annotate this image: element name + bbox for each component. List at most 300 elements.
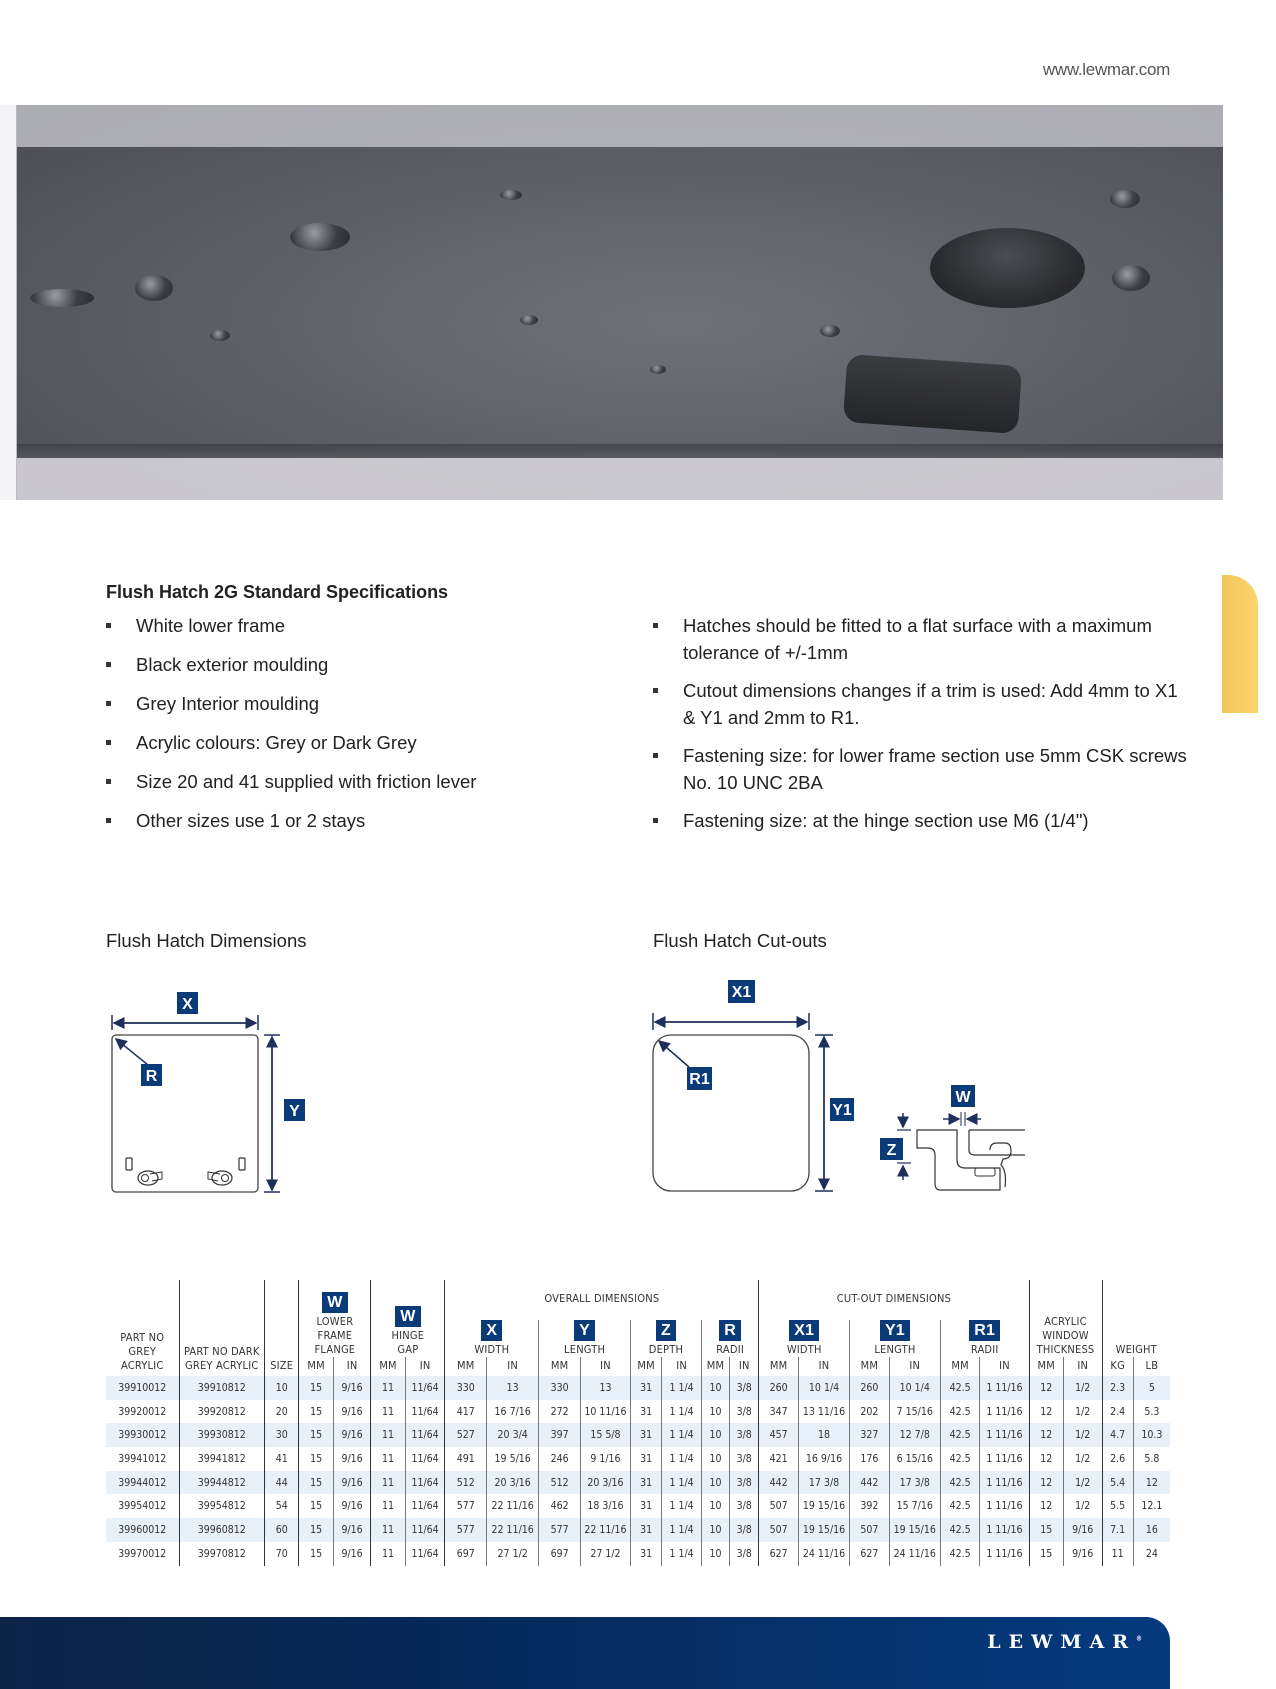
table-cell: 6 15/16 [889, 1447, 940, 1471]
table-cell: 15 [299, 1518, 333, 1542]
unit-in: IN [487, 1357, 539, 1376]
table-cell: 11/64 [405, 1494, 445, 1518]
col-x1: X1 WIDTH [759, 1320, 850, 1357]
table-cell: 39954012 [118, 1500, 167, 1513]
table-row [106, 1447, 1170, 1471]
table-cell: 31 [630, 1494, 661, 1518]
table-cell: 12.1 [1133, 1494, 1170, 1518]
table-cell: 12 [1029, 1400, 1063, 1424]
col-weight: WEIGHT [1102, 1280, 1170, 1357]
table-cell: 12 [1029, 1376, 1063, 1400]
table-cell: 202 [850, 1400, 890, 1424]
unit-mm: MM [445, 1357, 487, 1376]
spec-item: Fastening size: for lower frame section use 5mm CSK screws No. 10 UNC 2BA [653, 742, 1193, 796]
table-row [106, 1400, 1170, 1424]
table-cell: 41 [265, 1447, 299, 1471]
table-cell: 5.5 [1102, 1494, 1133, 1518]
table-cell: 11/64 [405, 1400, 445, 1424]
table-body [106, 1376, 1170, 1566]
col-r1: R1 RADII [940, 1320, 1029, 1357]
table-cell: 39930012 [106, 1423, 179, 1447]
table-cell: 31 [630, 1376, 661, 1400]
table-cell: 3/8 [730, 1423, 759, 1447]
table-cell: 9/16 [1063, 1518, 1102, 1542]
table-cell: 3/8 [730, 1542, 759, 1566]
hero-photo [0, 105, 1223, 500]
col-y1: Y1 LENGTH [850, 1320, 941, 1357]
water-drop [500, 190, 522, 200]
table-cell: 1/2 [1063, 1494, 1102, 1518]
table-cell: 3/8 [730, 1447, 759, 1471]
table-cell: 1 1/4 [662, 1471, 702, 1495]
table-cell: 9 1/16 [580, 1447, 630, 1471]
table-cell: 42.5 [940, 1518, 980, 1542]
table-cell: 39910812 [179, 1376, 265, 1400]
table-cell: 697 [445, 1542, 487, 1566]
table-cell: 15 [1029, 1542, 1063, 1566]
table-cell: 39970812 [179, 1542, 265, 1566]
table-cell: 15 [299, 1447, 333, 1471]
bullet-icon [106, 623, 111, 628]
unit-in: IN [980, 1357, 1029, 1376]
col-part-dark: PART NO DARK GREY ACRYLIC [179, 1280, 265, 1376]
table-cell: 512 [539, 1471, 581, 1495]
unit-mm: MM [1029, 1357, 1063, 1376]
bullet-icon [653, 818, 658, 823]
label-r: R [145, 1068, 158, 1085]
spec-item: Hatches should be fitted to a flat surface with a maximum tolerance of +/-1mm [653, 612, 1193, 666]
spec-item: Grey Interior moulding [106, 690, 476, 717]
table-cell: 42.5 [940, 1376, 980, 1400]
unit-in: IN [1063, 1357, 1102, 1376]
table-cell: 3/8 [730, 1376, 759, 1400]
table-cell: 2.3 [1102, 1376, 1133, 1400]
table-cell: 3/8 [730, 1494, 759, 1518]
table-cell: 27 1/2 [487, 1542, 539, 1566]
table-cell: 15 [299, 1423, 333, 1447]
table-cell: 10 [701, 1376, 729, 1400]
table-cell: 1 11/16 [980, 1518, 1029, 1542]
table-cell: 39941812 [179, 1447, 265, 1471]
table-cell: 1/2 [1063, 1423, 1102, 1447]
table-cell: 42.5 [940, 1423, 980, 1447]
table-cell: 507 [759, 1494, 799, 1518]
label-w: W [955, 1089, 971, 1106]
label-r1: R1 [689, 1071, 710, 1088]
table-cell: 11 [371, 1471, 405, 1495]
table-cell: 1/2 [1063, 1471, 1102, 1495]
table-cell: 11 [371, 1400, 405, 1424]
table-cell: 347 [759, 1400, 799, 1424]
table-cell: 11 [1102, 1542, 1133, 1566]
col-acrylic-thickness: ACRYLIC WINDOW THICKNESS [1029, 1280, 1102, 1357]
table-cell: 2.6 [1102, 1447, 1133, 1471]
table-cell: 39960012 [106, 1518, 179, 1542]
table-cell: 20 3/16 [580, 1471, 630, 1495]
table-cell: 16 7/16 [487, 1400, 539, 1424]
specifications-table [106, 1280, 1170, 1566]
table-cell: 9/16 [333, 1400, 371, 1424]
table-cell: 9/16 [333, 1518, 371, 1542]
unit-in: IN [662, 1357, 702, 1376]
label-y: Y [289, 1103, 300, 1120]
col-r: R RADII [701, 1320, 758, 1357]
table-cell: 5.3 [1133, 1400, 1170, 1424]
table-cell: 1/2 [1063, 1400, 1102, 1424]
table-cell: 12 [1029, 1447, 1063, 1471]
water-drop [1112, 265, 1150, 291]
table-cell: 697 [539, 1542, 581, 1566]
table-cell: 10.3 [1133, 1423, 1170, 1447]
table-cell: 15 [299, 1400, 333, 1424]
unit-mm: MM [299, 1357, 333, 1376]
table-cell: 11 [371, 1447, 405, 1471]
round-hinge-stop [930, 228, 1085, 308]
table-cell: 10 [265, 1376, 299, 1400]
spec-item: Size 20 and 41 supplied with friction lever [106, 768, 476, 795]
table-cell: 19 15/16 [889, 1518, 940, 1542]
table-cell: 11/64 [405, 1376, 445, 1400]
bullet-icon [106, 818, 111, 823]
bullet-icon [653, 753, 658, 758]
unit-in: IN [580, 1357, 630, 1376]
table-cell: 7.1 [1102, 1518, 1133, 1542]
table-cell: 39954812 [179, 1494, 265, 1518]
unit-mm: MM [371, 1357, 405, 1376]
table-cell: 397 [539, 1423, 581, 1447]
table-cell: 13 11/16 [798, 1400, 849, 1424]
table-cell: 507 [759, 1518, 799, 1542]
table-cell: 22 11/16 [487, 1494, 539, 1518]
badge-w: W [395, 1306, 420, 1327]
table-cell: 10 11/16 [580, 1400, 630, 1424]
unit-kg: KG [1102, 1357, 1133, 1376]
table-cell: 11/64 [405, 1542, 445, 1566]
unit-mm: MM [630, 1357, 661, 1376]
table-cell: 11/64 [405, 1471, 445, 1495]
table-cell: 11/64 [405, 1518, 445, 1542]
lewmar-logo[interactable]: LEWMAR® [987, 1631, 1142, 1653]
table-cell: 2.4 [1102, 1400, 1133, 1424]
table-cell: 15 [299, 1494, 333, 1518]
table-cell: 15 [299, 1471, 333, 1495]
table-cell: 442 [850, 1471, 890, 1495]
table-cell: 22 11/16 [487, 1518, 539, 1542]
group-overall-dimensions: OVERALL DIMENSIONS [445, 1280, 759, 1320]
section-tab[interactable] [1222, 575, 1258, 713]
table-cell: 18 [798, 1423, 849, 1447]
table-row [106, 1518, 1170, 1542]
table-cell: 12 [1029, 1423, 1063, 1447]
table-cell: 491 [445, 1447, 487, 1471]
table-cell: 42.5 [940, 1494, 980, 1518]
label-y1: Y1 [832, 1102, 852, 1119]
website-url: www.lewmar.com [1042, 60, 1170, 79]
table-cell: 260 [850, 1376, 890, 1400]
table-cell: 39941012 [118, 1452, 167, 1465]
table-cell: 39970012 [118, 1547, 167, 1560]
table-cell: 42.5 [940, 1400, 980, 1424]
table-cell: 457 [759, 1423, 799, 1447]
table-cell: 330 [539, 1376, 581, 1400]
spec-list-right [653, 612, 1193, 845]
spec-item: Cutout dimensions changes if a trim is used: Add 4mm to X1 & Y1 and 2mm to R1. [653, 677, 1193, 731]
table-cell: 1 1/4 [662, 1494, 702, 1518]
table-cell: 13 [487, 1376, 539, 1400]
table-cell: 31 [630, 1400, 661, 1424]
table-cell: 10 [701, 1542, 729, 1566]
table-cell: 577 [539, 1518, 581, 1542]
spec-item: Other sizes use 1 or 2 stays [106, 807, 476, 834]
col-part-grey: PART NO GREY ACRYLIC [120, 1331, 165, 1372]
unit-mm: MM [850, 1357, 890, 1376]
table-cell: 442 [759, 1471, 799, 1495]
table-cell: 15 [299, 1542, 333, 1566]
table-cell: 10 [701, 1494, 729, 1518]
table-cell: 5 [1133, 1376, 1170, 1400]
table-cell: 9/16 [333, 1471, 371, 1495]
col-w-lower: W LOWER FRAME FLANGE [299, 1280, 371, 1357]
unit-in: IN [333, 1357, 371, 1376]
table-cell: 19 15/16 [798, 1494, 849, 1518]
table-cell: 30 [265, 1423, 299, 1447]
table-cell: 330 [445, 1376, 487, 1400]
photo-overlay-bottom [17, 458, 1223, 500]
table-cell: 39960812 [179, 1518, 265, 1542]
table-cell: 4.7 [1102, 1423, 1133, 1447]
table-cell: 507 [850, 1518, 890, 1542]
unit-in: IN [730, 1357, 759, 1376]
lid-frame-edge [17, 444, 1223, 458]
table-cell: 16 9/16 [798, 1447, 849, 1471]
unit-lb: LB [1133, 1357, 1170, 1376]
table-cell: 1 11/16 [980, 1447, 1029, 1471]
table-cell: 39920012 [118, 1405, 167, 1418]
table-cell: 1/2 [1063, 1376, 1102, 1400]
table-row [106, 1471, 1170, 1495]
table-cell: 12 7/8 [889, 1423, 940, 1447]
bullet-icon [106, 662, 111, 667]
dimensions-diagram [100, 985, 330, 1200]
water-drop [135, 275, 173, 301]
table-cell: 512 [445, 1471, 487, 1495]
col-y: Y LENGTH [539, 1320, 631, 1357]
photo-edge [0, 105, 17, 500]
table-cell: 42.5 [940, 1542, 980, 1566]
water-drop [290, 223, 350, 251]
unit-mm: MM [759, 1357, 799, 1376]
table-cell: 31 [630, 1518, 661, 1542]
table-cell: 11/64 [405, 1423, 445, 1447]
table-cell: 3/8 [730, 1400, 759, 1424]
table-cell: 11/64 [405, 1447, 445, 1471]
table-cell: 10 [701, 1447, 729, 1471]
table-cell: 15 [1029, 1518, 1063, 1542]
table-cell: 9/16 [333, 1423, 371, 1447]
table-cell: 11 [371, 1376, 405, 1400]
label-x1: X1 [731, 984, 752, 1001]
cutouts-diagram [645, 975, 1045, 1205]
table-cell: 5.8 [1133, 1447, 1170, 1471]
col-x: X WIDTH [445, 1320, 539, 1357]
table-cell: 5.4 [1102, 1471, 1133, 1495]
table-cell: 1 1/4 [662, 1447, 702, 1471]
table-cell: 15 [299, 1376, 333, 1400]
table-cell: 15 5/8 [580, 1423, 630, 1447]
table-cell: 22 11/16 [580, 1518, 630, 1542]
specs-heading: Flush Hatch 2G Standard Specifications [106, 582, 449, 602]
table-cell: 42.5 [940, 1471, 980, 1495]
table-row [106, 1494, 1170, 1518]
table-cell: 272 [539, 1400, 581, 1424]
bullet-icon [653, 623, 658, 628]
col-size: SIZE [265, 1280, 299, 1376]
bullet-icon [653, 688, 658, 693]
bullet-icon [106, 701, 111, 706]
cutouts-diagram-title: Flush Hatch Cut-outs [653, 930, 827, 951]
unit-mm: MM [940, 1357, 980, 1376]
unit-mm: MM [539, 1357, 581, 1376]
table-row [106, 1376, 1170, 1400]
unit-in: IN [798, 1357, 849, 1376]
water-drop [1110, 190, 1140, 208]
table-cell: 627 [850, 1542, 890, 1566]
water-drop [30, 289, 94, 307]
table-cell: 44 [265, 1471, 299, 1495]
table-cell: 24 [1133, 1542, 1170, 1566]
table-cell: 20 3/16 [487, 1471, 539, 1495]
table-cell: 20 [265, 1400, 299, 1424]
spec-item: Fastening size: at the hinge section use M6 (1/4") [653, 807, 1193, 834]
unit-in: IN [405, 1357, 445, 1376]
table-cell: 176 [850, 1447, 890, 1471]
table-cell: 31 [630, 1471, 661, 1495]
table-cell: 60 [265, 1518, 299, 1542]
table-cell: 9/16 [1063, 1542, 1102, 1566]
label-x: X [182, 996, 193, 1013]
table-cell: 39910012 [106, 1376, 179, 1400]
table-cell: 9/16 [333, 1447, 371, 1471]
table-cell: 11 [371, 1518, 405, 1542]
table-cell: 3/8 [730, 1471, 759, 1495]
table-row [106, 1542, 1170, 1566]
table-cell: 1 11/16 [980, 1494, 1029, 1518]
table-cell: 1 1/4 [662, 1423, 702, 1447]
table-cell: 1 1/4 [662, 1542, 702, 1566]
spec-item: Black exterior moulding [106, 651, 476, 678]
table-cell: 15 7/16 [889, 1494, 940, 1518]
table-cell: 10 [701, 1471, 729, 1495]
table-cell: 1 11/16 [980, 1376, 1029, 1400]
table-cell: 12 [1029, 1494, 1063, 1518]
table-cell: 31 [630, 1447, 661, 1471]
water-drop [820, 325, 840, 337]
table-cell: 1 11/16 [980, 1423, 1029, 1447]
table-cell: 1 1/4 [662, 1376, 702, 1400]
table-cell: 19 5/16 [487, 1447, 539, 1471]
table-cell: 39944812 [179, 1471, 265, 1495]
table-cell: 1 11/16 [980, 1400, 1029, 1424]
table-cell: 392 [850, 1494, 890, 1518]
spec-item: White lower frame [106, 612, 476, 639]
spec-list-left [106, 612, 476, 846]
table-cell: 327 [850, 1423, 890, 1447]
table-cell: 577 [445, 1494, 487, 1518]
table-cell: 17 3/8 [889, 1471, 940, 1495]
table-cell: 20 3/4 [487, 1423, 539, 1447]
table-cell: 1 1/4 [662, 1400, 702, 1424]
table-cell: 9/16 [333, 1542, 371, 1566]
table-cell: 10 [701, 1400, 729, 1424]
table-cell: 1 1/4 [662, 1518, 702, 1542]
group-cutout-dimensions: CUT-OUT DIMENSIONS [759, 1280, 1029, 1320]
table-cell: 246 [539, 1447, 581, 1471]
table-cell: 10 [701, 1423, 729, 1447]
col-w-hinge: W HINGE GAP [371, 1280, 445, 1357]
table-cell: 54 [265, 1494, 299, 1518]
table-cell: 17 3/8 [798, 1471, 849, 1495]
water-drop [520, 315, 538, 325]
rectangular-hinge-stop [843, 354, 1022, 434]
table-cell: 10 1/4 [889, 1376, 940, 1400]
table-row [106, 1423, 1170, 1447]
table-cell: 9/16 [333, 1376, 371, 1400]
table-cell: 527 [445, 1423, 487, 1447]
table-cell: 70 [265, 1542, 299, 1566]
unit-mm: MM [701, 1357, 729, 1376]
table-cell: 417 [445, 1400, 487, 1424]
table-cell: 10 [701, 1518, 729, 1542]
table-cell: 31 [630, 1542, 661, 1566]
bullet-icon [106, 740, 111, 745]
spec-item: Acrylic colours: Grey or Dark Grey [106, 729, 476, 756]
table-cell: 12 [1133, 1471, 1170, 1495]
table-cell: 11 [371, 1423, 405, 1447]
badge-w: W [322, 1292, 347, 1313]
table-cell: 3/8 [730, 1518, 759, 1542]
table-cell: 39920812 [179, 1400, 265, 1424]
table-cell: 11 [371, 1542, 405, 1566]
water-drop [650, 365, 666, 374]
footer-bar [0, 1617, 1170, 1689]
table-cell: 1 11/16 [980, 1542, 1029, 1566]
table-cell: 627 [759, 1542, 799, 1566]
table-cell: 1 11/16 [980, 1471, 1029, 1495]
table-cell: 18 3/16 [580, 1494, 630, 1518]
table-cell: 7 15/16 [889, 1400, 940, 1424]
table-cell: 462 [539, 1494, 581, 1518]
table-cell: 27 1/2 [580, 1542, 630, 1566]
dimensions-diagram-title: Flush Hatch Dimensions [106, 930, 307, 951]
table-cell: 42.5 [940, 1447, 980, 1471]
table-cell: 260 [759, 1376, 799, 1400]
table-cell: 39944012 [106, 1471, 179, 1495]
label-z: Z [886, 1142, 897, 1159]
table-cell: 31 [630, 1423, 661, 1447]
water-drop [210, 330, 230, 341]
table-cell: 24 11/16 [889, 1542, 940, 1566]
col-z: Z DEPTH [630, 1320, 701, 1357]
table-cell: 9/16 [333, 1494, 371, 1518]
table-cell: 1/2 [1063, 1447, 1102, 1471]
table-cell: 10 1/4 [798, 1376, 849, 1400]
table-cell: 12 [1029, 1471, 1063, 1495]
table-cell: 11 [371, 1494, 405, 1518]
table-cell: 421 [759, 1447, 799, 1471]
table-cell: 24 11/16 [798, 1542, 849, 1566]
table-cell: 39930812 [179, 1423, 265, 1447]
table-cell: 13 [580, 1376, 630, 1400]
